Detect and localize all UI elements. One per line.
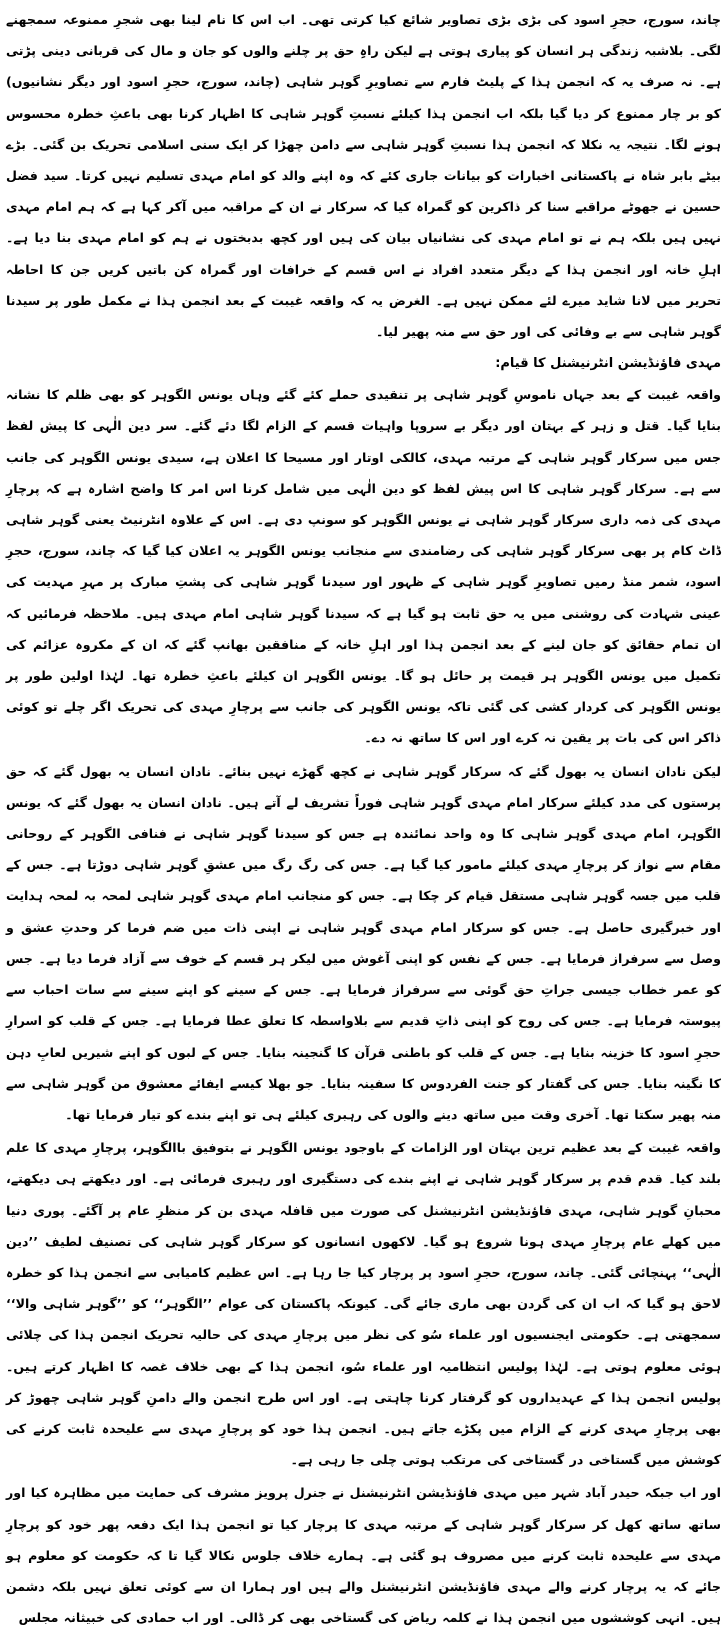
paragraph-1: چاند، سورج، حجرِ اسود کی بڑی بڑی تصاویر شائع کیا کرتی تھی۔ اب اس کا نام لینا بھی شجرِ ممنوعہ سمجھنے لگی۔ بلاشبہ زندگی ہر انسان کو پیاری ہوتی ہے لیکن راہِ حق پر چلنے والوں کو جان و مال کی قربانی دینی پڑتی ہے۔ نہ صرف یہ کہ انجمن ہذا کے پلیٹ فارم سے تصاویرِ گوہر شاہی (چاند، سورج، حجرِ اسود اور دیگر نشانیوں) کو بر چار ممنوع کر دیا گیا بلکہ اب انجمن ہذا کیلئے نسبتِ گوہر شاہی کا اظہار کرنا بھی باعثِ خطرہ محسوس ہونے لگا۔ نتیجہ یہ نکلا کہ انجمن ہذا نسبتِ گوہر شاہی سے دامن چھڑا کر ایک سنی اسلامی تحریک بن گئی۔ بڑے بیٹے بابر شاہ نے پاکستانی اخبارات کو بیانات جاری کئے کہ وہ اپنے والد کو امام مہدی تسلیم نہیں کرتا۔ سید فضل حسین نے جھوٹے مراقبے سنا کر ذاکرین کو گمراہ کیا کہ سرکار نے ان کے مراقبہ میں آکر کہا ہے کہ ہم امام مہدی نہیں ہیں بلکہ ہم نے تو امام مہدی کی نشانیاں بیان کی ہیں اور کچھ بدبختوں نے ہم کو امام مہدی بنا دیا ہے۔ اہلِ خانہ اور انجمن ہذا کے دیگر متعدد افراد نے اس قسم کے خرافات اور گمراہ کن باتیں کریں جن کا احاطہ تحریر میں لانا شاید میرے لئے ممکن نہیں ہے۔ الغرض یہ کہ واقعہ غیبت کے بعد انجمن ہذا نے مکمل طور پر سیدنا گوہر شاہی سے بے وفائی کی اور حق سے منہ پھیر لیا۔	[6, 12, 721, 340]
paragraph-3: لیکن نادان انسان یہ بھول گئے کہ سرکار گوہر شاہی نے کچھ گھڑے نہیں بنائے۔ نادان انسان یہ بھول گئے کہ حق پرستوں کی مدد کیلئے سرکار امام مہدی گوہر شاہی فوراً تشریف لے آتے ہیں۔ نادان انسان یہ بھول گئے کہ یونس الگوہر، امام مہدی گوہر شاہی کا وہ واحد نمائندہ ہے جس کو سیدنا گوہر شاہی نے فنافی الگوہر کے روحانی مقام سے نواز کر پرچارِ مہدی کیلئے مامور کیا گیا ہے۔ جس کی رگ رگ میں عشقِ گوہر شاہی دوڑتا ہے۔ جس کے قلب میں جسہ گوہر شاہی مستقل قیام کر چکا ہے۔ جس کو منجانب امام مہدی گوہر شاہی لمحہ بہ لمحہ ہدایت اور خبرگیری حاصل ہے۔ جس کو سرکار امام مہدی گوہر شاہی نے اپنی ذات میں ضم فرما کر وحدتِ عشق و وصل سے سرفراز فرمایا ہے۔ جس کے نفس کو اپنی آغوش میں لیکر ہر قسم کے خوف سے آزاد فرما دیا ہے۔ جس کو عمر خطاب جیسی جراتِ حق گوئی سے سرفراز فرمایا ہے۔ جس کے سینے کو اپنے سینے سے سات احباب سے پیوستہ فرمایا ہے۔ جس کی روح کو اپنی ذاتِ قدیم سے بلاواسطہ کا تعلق عطا فرمایا ہے۔ جس کے قلب کو اسرارِ حجرِ اسود کا خزینہ بنایا ہے۔ جس کے قلب کو باطنی قرآن کا گنجینہ بنایا۔ جس کے لبوں کو اپنے شیریں لعابِ دہن کا نگینہ بنایا۔ جس کی گفتار کو جنت الفردوس کا سفینہ بنایا۔ جو بھلا کیسے ایفائے معشوق من گوہر شاہی سے منہ پھیر سکتا تھا۔ آخری وقت میں ساتھ دینے والوں کی رہبری کیلئے ہی تو اپنے بندے کو تیار فرمایا تھا۔	[6, 763, 721, 1122]
section-heading: مہدی فاؤنڈیشن انٹرنیشنل کا قیام:	[495, 356, 721, 372]
paragraph-2: واقعہ غیبت کے بعد جہاں ناموسِ گوہر شاہی پر تنقیدی حملے کئے گئے وہاں یونس الگوہر کو بھی ظلم کا نشانہ بنایا گیا۔ قتل و زہر کے بہتان اور دیگر بے سروپا واہیات قسم کے الزام لگا دئے گئے۔ سر دین الٰہی کا پیش لفظ جس میں سرکار گوہر شاہی کے مرتبہ مہدی، کالکی اوتار اور مسیحا کا اعلان ہے، سیدی یونس الگوہر کی جانب سے ہے۔ سرکار گوہر شاہی کا اس پیش لفظ کو دین الٰہی میں شامل کرنا اس امر کا واضح اشارہ ہے کہ پرچارِ مہدی کی ذمہ داری سرکار گوہر شاہی نے یونس الگوہر کو سونپ دی ہے۔ اس کے علاوہ انٹرنیٹ یعنی گوہر شاہی ڈاٹ کام پر بھی سرکار گوہر شاہی کی رضامندی سے منجانب یونس الگوہر یہ اعلان کیا گیا کہ چاند، سورج، حجرِ اسود، شمر منڈ رمیں تصاویرِ گوہر شاہی کے ظہور اور سیدنا گوہر شاہی کی پشتِ مبارک پر مہرِ مہدیت کی عینی شہادت کی روشنی میں یہ حق ثابت ہو گیا ہے کہ سیدنا گوہر شاہی امام مہدی ہیں۔ ملاحظہ فرمائیں کہ ان تمام حقائق کو جان لینے کے بعد انجمن ہذا اور اہلِ خانہ کے منافقین بھانپ گئے کہ ان کے مکروہ عزائم کی تکمیل میں یونس الگوہر ہر قیمت پر حائل ہو گا۔ یونس الگوہر ان کیلئے باعثِ خطرہ تھا۔ لہٰذا اولین طور پر یونس الگوہر کی کردار کشی کی گئی تاکہ یونس الگوہر کی جانب سے پرچارِ مہدی کی تحریک اگر چلے تو کوئی ذاکر اس کی بات پر یقین نہ کرے اور اس کا ساتھ نہ دے۔	[6, 387, 721, 746]
paragraph-5: اور اب جبکہ حیدر آباد شہر میں مہدی فاؤنڈیشن انٹرنیشنل نے جنرل پرویز مشرف کی حمایت میں مظاہرہ کیا اور ساتھ ساتھ کھل کر سرکار گوہر شاہی کے مرتبہ مہدی کا پرچار کیا تو انجمن ہذا ایک دفعہ پھر خود کو پرچارِ مہدی سے علیحدہ ثابت کرنے میں مصروف ہو گئی ہے۔ ہمارے خلاف جلوس نکالا گیا تا کہ حکومت کو معلوم ہو جائے کہ یہ پرچار کرنے والے مہدی فاؤنڈیشن انٹرنیشنل والے ہیں اور ہمارا ان سے کوئی تعلق نہیں بلکہ دشمن ہیں۔ انہی کوششوں میں انجمن ہذا نے کلمہ ریاض کی گستاخی بھی کر ڈالی۔ اور اب حمادی کی خبیثانہ مجلس	[6, 1485, 721, 1626]
paragraph-4: واقعہ غیبت کے بعد عظیم ترین بہتان اور الزامات کے باوجود یونس الگوہر نے بتوفیق باالگوہر، پرچارِ مہدی کا علم بلند کیا۔ قدم قدم پر سرکار گوہر شاہی نے اپنے بندے کی دستگیری اور رہبری فرمائی ہے۔ اور دیکھتے ہی دیکھتے، محبانِ گوہر شاہی، مہدی فاؤنڈیشن انٹرنیشنل کی صورت میں قافلہ مہدی بن کر منظرِ عام پر آگئے۔ پوری دنیا میں کھلے عام پرچارِ مہدی ہونا شروع ہو گیا۔ لاکھوں انسانوں کو سرکار گوہر شاہی کی تصنیف لطیف ’’دین الٰہی‘‘ پہنچائی گئی۔ چاند، سورج، حجرِ اسود پر پرچار کیا جا رہا ہے۔ اس عظیم کامیابی سے انجمن ہذا کو خطرہ لاحق ہو گیا کہ اب ان کی گردن بھی ماری جائے گی۔ کیونکہ پاکستان کی عوام ’’الگوہر‘‘ کو ’’گوہر شاہی والا‘‘ سمجھتی ہے۔ حکومتی ایجنسیوں اور علماء سُو کی نظر میں پرچارِ مہدی کی حالیہ تحریک انجمن ہذا کی چلائی ہوئی معلوم ہوتی ہے۔ لہٰذا پولیس انتظامیہ اور علماء سُو، انجمن ہذا کے بھی خلاف غصہ کا اظہار کرتے ہیں۔ پولیس انجمن ہذا کے عہدیداروں کو گرفتار کرنا چاہتی ہے۔ اور اس طرح انجمن والے دامنِ گوہر شاہی چھوڑ کر بھی پرچارِ مہدی کرنے کے الزام میں پکڑے جاتے ہیں۔ انجمن ہذا خود کو پرچارِ مہدی سے علیحدہ ثابت کرنے کی کوشش میں گستاخی در گستاخی کی مرتکب ہوتی چلی جا رہی ہے۔	[6, 1140, 721, 1468]
